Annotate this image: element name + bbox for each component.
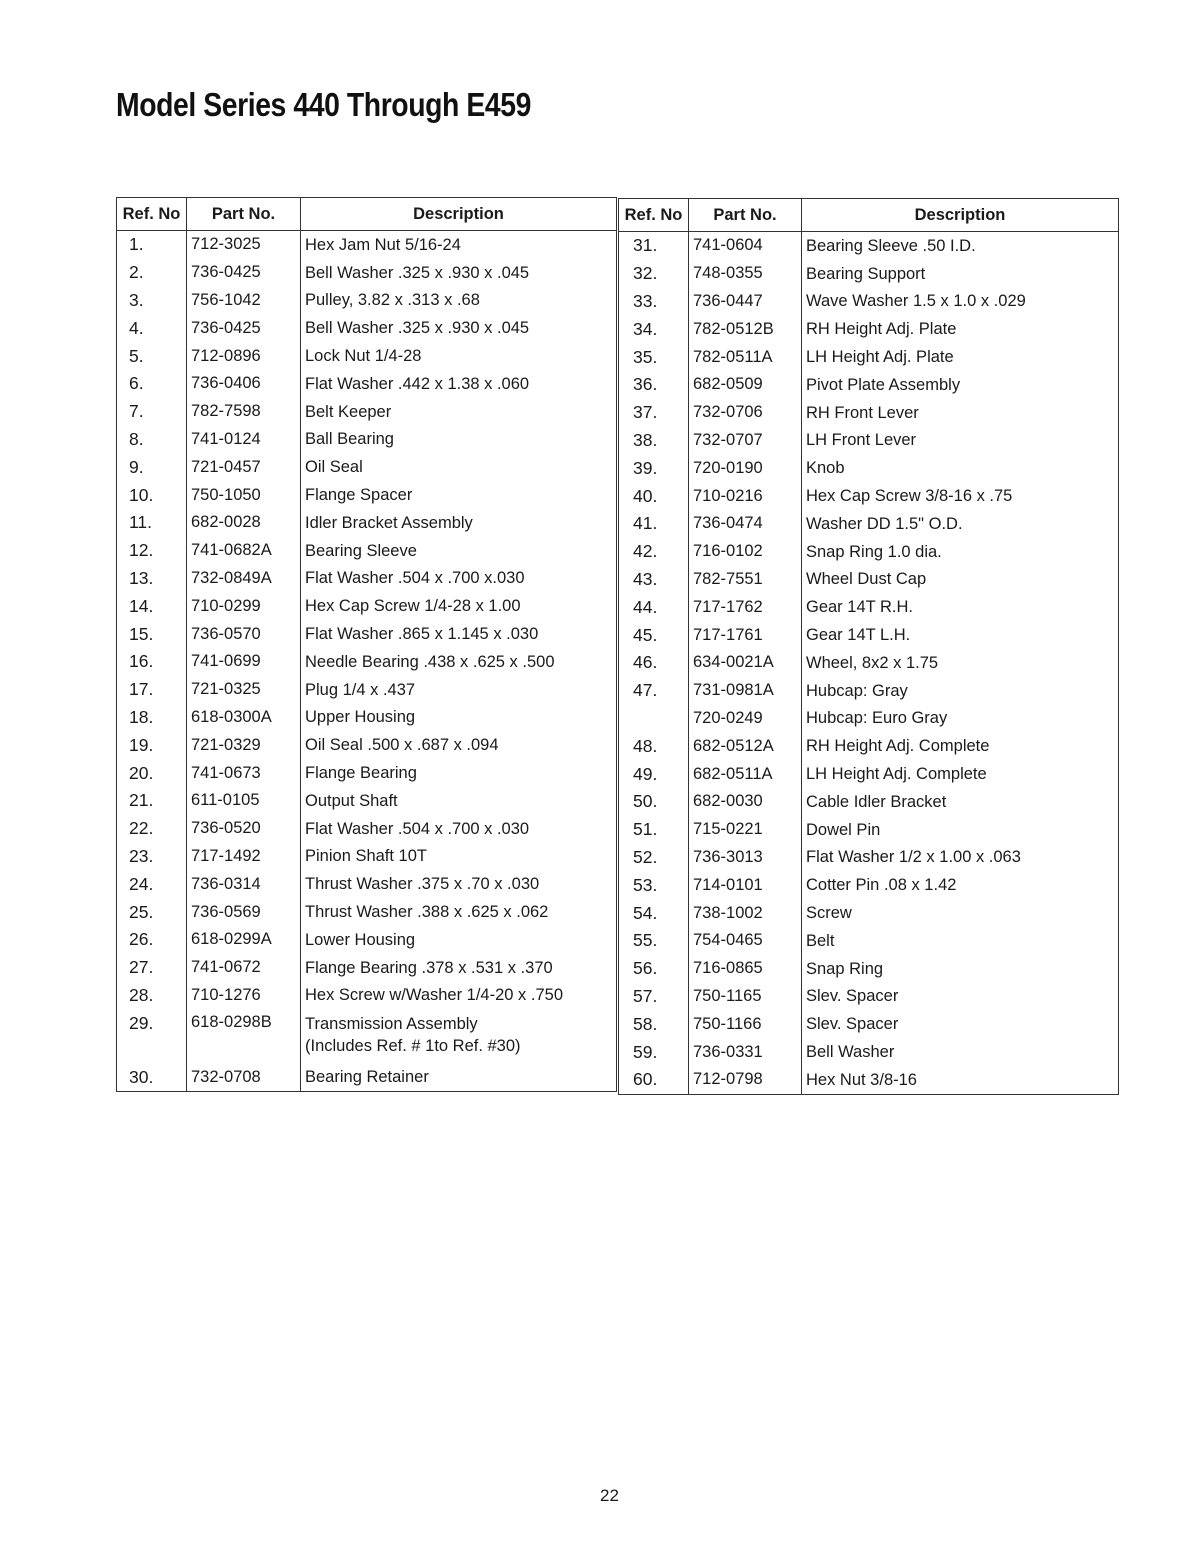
description-cell: LH Height Adj. Plate xyxy=(806,348,954,367)
ref-cell: 8. xyxy=(117,426,187,454)
table-row xyxy=(117,954,617,982)
part-number-cell: 682-0028 xyxy=(187,509,301,537)
ref-cell: 50. xyxy=(619,788,689,816)
table-row xyxy=(117,870,617,898)
ref-cell: 14. xyxy=(117,592,187,620)
ref-cell: 33. xyxy=(619,288,689,316)
header-part-no: Part No. xyxy=(187,198,301,231)
description-cell: Needle Bearing .438 x .625 x .500 xyxy=(305,652,555,671)
table-row xyxy=(117,342,617,370)
part-number-cell: 634-0021A xyxy=(689,649,802,677)
part-number-cell: 741-0124 xyxy=(187,426,301,454)
part-number-cell: 741-0604 xyxy=(689,232,802,260)
description-cell: Oil Seal xyxy=(305,458,363,477)
ref-cell: 10. xyxy=(117,481,187,509)
part-number-cell: 782-0512B xyxy=(689,315,802,343)
ref-cell: 26. xyxy=(117,926,187,954)
ref-cell: 16. xyxy=(117,648,187,676)
part-number-cell: 716-0102 xyxy=(689,538,802,566)
table-row xyxy=(117,815,617,843)
description-cell: Dowel Pin xyxy=(806,820,881,839)
description-cell: Output Shaft xyxy=(305,791,398,810)
parts-table-right xyxy=(618,198,1119,1095)
description-cell: Bell Washer .325 x .930 x .045 xyxy=(305,319,530,338)
part-number-cell: 782-7598 xyxy=(187,398,301,426)
description-cell: Wheel, 8x2 x 1.75 xyxy=(806,653,939,672)
part-number-cell: 714-0101 xyxy=(689,871,802,899)
ref-cell: 3. xyxy=(117,287,187,315)
table-row xyxy=(619,427,1119,455)
ref-cell: 22. xyxy=(117,815,187,843)
ref-cell: 21. xyxy=(117,787,187,815)
ref-cell: 4. xyxy=(117,314,187,342)
table-row xyxy=(117,843,617,871)
table-row xyxy=(619,1038,1119,1066)
table-row xyxy=(619,649,1119,677)
description-cell: Pivot Plate Assembly xyxy=(806,375,961,394)
description-cell: Flat Washer .504 x .700 x.030 xyxy=(305,569,525,588)
part-number-cell: 721-0329 xyxy=(187,731,301,759)
table-row xyxy=(117,1009,617,1063)
ref-cell: 13. xyxy=(117,565,187,593)
table-header-row xyxy=(619,199,1119,232)
ref-cell: 43. xyxy=(619,566,689,594)
description-cell: Flange Spacer xyxy=(305,486,413,505)
part-number-cell: 618-0300A xyxy=(187,704,301,732)
ref-cell: 20. xyxy=(117,759,187,787)
ref-cell: 27. xyxy=(117,954,187,982)
table-row xyxy=(619,760,1119,788)
description-cell: Bell Washer .325 x .930 x .045 xyxy=(305,263,530,282)
description-cell: Hubcap: Euro Gray xyxy=(806,709,948,728)
part-number-cell: 741-0672 xyxy=(187,954,301,982)
description-cell: Cotter Pin .08 x 1.42 xyxy=(806,876,957,895)
header-description: Description xyxy=(802,199,1119,232)
ref-cell: 1. xyxy=(117,231,187,259)
description-cell: Snap Ring 1.0 dia. xyxy=(806,542,942,561)
part-number-cell: 741-0699 xyxy=(187,648,301,676)
description-cell: Slev. Spacer xyxy=(806,987,899,1006)
part-number-cell: 618-0299A xyxy=(187,926,301,954)
description-cell: Flange Bearing xyxy=(305,764,417,783)
part-number-cell: 720-0190 xyxy=(689,454,802,482)
ref-cell: 41. xyxy=(619,510,689,538)
table-row xyxy=(117,453,617,481)
description-cell: RH Front Lever xyxy=(806,403,919,422)
table-row xyxy=(619,232,1119,260)
table-row xyxy=(117,481,617,509)
ref-cell: 23. xyxy=(117,843,187,871)
description-cell: Thrust Washer .388 x .625 x .062 xyxy=(305,903,549,922)
part-number-cell: 736-0425 xyxy=(187,314,301,342)
ref-cell: 46. xyxy=(619,649,689,677)
description-cell: Washer DD 1.5" O.D. xyxy=(806,514,963,533)
ref-cell: 58. xyxy=(619,1010,689,1038)
table-row xyxy=(117,565,617,593)
ref-cell: 42. xyxy=(619,538,689,566)
table-row xyxy=(117,231,617,259)
ref-cell: 19. xyxy=(117,731,187,759)
part-number-cell: 738-1002 xyxy=(689,899,802,927)
ref-cell: 11. xyxy=(117,509,187,537)
table-row xyxy=(619,288,1119,316)
part-number-cell: 736-0331 xyxy=(689,1038,802,1066)
table-row xyxy=(117,648,617,676)
part-number-cell: 732-0849A xyxy=(187,565,301,593)
part-number-cell: 741-0682A xyxy=(187,537,301,565)
ref-cell: 54. xyxy=(619,899,689,927)
part-number-cell: 717-1762 xyxy=(689,593,802,621)
header-ref-no: Ref. No xyxy=(117,198,187,231)
ref-cell: 34. xyxy=(619,315,689,343)
part-number-cell: 741-0673 xyxy=(187,759,301,787)
description-cell: Hex Jam Nut 5/16-24 xyxy=(305,235,461,254)
table-row xyxy=(619,399,1119,427)
table-row xyxy=(619,538,1119,566)
table-row xyxy=(619,482,1119,510)
table-row xyxy=(117,314,617,342)
part-number-cell: 710-0216 xyxy=(689,482,802,510)
ref-cell: 40. xyxy=(619,482,689,510)
table-row xyxy=(619,788,1119,816)
page-title: Model Series 440 Through E459 xyxy=(116,86,531,123)
table-row xyxy=(117,620,617,648)
ref-cell: 53. xyxy=(619,871,689,899)
part-number-cell: 750-1050 xyxy=(187,481,301,509)
ref-cell: 60. xyxy=(619,1066,689,1094)
part-number-cell: 720-0249 xyxy=(689,705,802,733)
part-number-cell: 736-0474 xyxy=(689,510,802,538)
table-row xyxy=(619,510,1119,538)
header-part-no: Part No. xyxy=(689,199,802,232)
ref-cell: 51. xyxy=(619,816,689,844)
description-cell: Upper Housing xyxy=(305,708,416,727)
table-row xyxy=(619,454,1119,482)
part-number-cell: 716-0865 xyxy=(689,955,802,983)
part-number-cell: 717-1492 xyxy=(187,843,301,871)
description-cell: RH Height Adj. Plate xyxy=(806,320,957,339)
description-cell: Flat Washer .865 x 1.145 x .030 xyxy=(305,625,539,644)
part-number-cell: 782-7551 xyxy=(689,566,802,594)
table-row xyxy=(619,705,1119,733)
part-number-cell: 682-0512A xyxy=(689,732,802,760)
table-row xyxy=(619,871,1119,899)
table-row xyxy=(117,398,617,426)
table-row xyxy=(619,927,1119,955)
description-cell: Hubcap: Gray xyxy=(806,681,908,700)
ref-cell: 47. xyxy=(619,677,689,705)
description-cell: Bell Washer xyxy=(806,1043,895,1061)
part-number-cell: 611-0105 xyxy=(187,787,301,815)
table-row xyxy=(619,343,1119,371)
description-cell: Transmission Assembly (Includes Ref. # 1to Ref. #30) xyxy=(305,1015,521,1056)
table-row xyxy=(619,677,1119,705)
description-cell: Belt Keeper xyxy=(305,402,392,421)
table-row xyxy=(619,732,1119,760)
description-cell: Flat Washer .442 x 1.38 x .060 xyxy=(305,374,530,393)
ref-cell: 57. xyxy=(619,983,689,1011)
table-row xyxy=(117,1063,617,1091)
ref-cell: 18. xyxy=(117,704,187,732)
part-number-cell: 712-0896 xyxy=(187,342,301,370)
part-number-cell: 736-3013 xyxy=(689,844,802,872)
part-number-cell: 732-0706 xyxy=(689,399,802,427)
part-number-cell: 712-0798 xyxy=(689,1066,802,1094)
ref-cell: 12. xyxy=(117,537,187,565)
part-number-cell: 736-0570 xyxy=(187,620,301,648)
ref-cell: 9. xyxy=(117,453,187,481)
ref-cell: 45. xyxy=(619,621,689,649)
description-cell: Gear 14T R.H. xyxy=(806,598,913,617)
part-number-cell: 750-1166 xyxy=(689,1010,802,1038)
description-cell: LH Front Lever xyxy=(806,431,917,450)
part-number-cell: 710-1276 xyxy=(187,982,301,1010)
description-cell: Hex Nut 3/8-16 xyxy=(806,1070,917,1089)
table-row xyxy=(117,704,617,732)
ref-cell: 30. xyxy=(117,1063,187,1091)
description-cell: Hex Screw w/Washer 1/4-20 x .750 xyxy=(305,986,563,1005)
table-row xyxy=(619,899,1119,927)
part-number-cell: 732-0708 xyxy=(187,1063,301,1091)
description-cell: Bearing Sleeve xyxy=(305,541,417,560)
part-number-cell: 750-1165 xyxy=(689,983,802,1011)
description-cell: Hex Cap Screw 3/8-16 x .75 xyxy=(806,487,1013,506)
description-cell: Screw xyxy=(806,904,852,923)
description-cell: Pulley, 3.82 x .313 x .68 xyxy=(305,291,480,310)
table-row xyxy=(117,787,617,815)
part-number-cell: 731-0981A xyxy=(689,677,802,705)
part-number-cell: 712-3025 xyxy=(187,231,301,259)
table-row xyxy=(619,1010,1119,1038)
part-number-cell: 782-0511A xyxy=(689,343,802,371)
table-row xyxy=(619,566,1119,594)
ref-cell: 31. xyxy=(619,232,689,260)
part-number-cell: 736-0406 xyxy=(187,370,301,398)
ref-cell: 25. xyxy=(117,898,187,926)
part-number-cell: 715-0221 xyxy=(689,816,802,844)
table-row xyxy=(117,926,617,954)
description-cell: Bearing Support xyxy=(806,264,926,283)
part-number-cell: 682-0509 xyxy=(689,371,802,399)
table-row xyxy=(619,371,1119,399)
table-row xyxy=(117,370,617,398)
part-number-cell: 748-0355 xyxy=(689,260,802,288)
description-cell: Slev. Spacer xyxy=(806,1015,899,1034)
ref-cell: 15. xyxy=(117,620,187,648)
table-row xyxy=(619,844,1119,872)
ref-cell: 36. xyxy=(619,371,689,399)
ref-cell: 44. xyxy=(619,593,689,621)
ref-cell: 24. xyxy=(117,870,187,898)
ref-cell: 28. xyxy=(117,982,187,1010)
table-row xyxy=(117,259,617,287)
description-cell: Gear 14T L.H. xyxy=(806,626,911,645)
part-number-cell: 736-0520 xyxy=(187,815,301,843)
ref-cell: 17. xyxy=(117,676,187,704)
part-number-cell: 736-0569 xyxy=(187,898,301,926)
part-number-cell: 732-0707 xyxy=(689,427,802,455)
part-number-cell: 721-0457 xyxy=(187,453,301,481)
table-row xyxy=(117,898,617,926)
table-row xyxy=(619,593,1119,621)
part-number-cell: 756-1042 xyxy=(187,287,301,315)
description-cell: Flat Washer 1/2 x 1.00 x .063 xyxy=(806,848,1021,867)
description-cell: LH Height Adj. Complete xyxy=(806,765,987,784)
ref-cell: 56. xyxy=(619,955,689,983)
ref-cell: 55. xyxy=(619,927,689,955)
ref-cell: 29. xyxy=(117,1009,187,1063)
table-row xyxy=(117,731,617,759)
description-cell: Bearing Retainer xyxy=(305,1068,429,1087)
part-number-cell: 736-0314 xyxy=(187,870,301,898)
description-cell: Lower Housing xyxy=(305,930,416,949)
part-number-cell: 682-0511A xyxy=(689,760,802,788)
table-row xyxy=(619,1066,1119,1094)
table-row xyxy=(117,982,617,1010)
description-cell: Lock Nut 1/4-28 xyxy=(305,347,422,366)
ref-cell: 35. xyxy=(619,343,689,371)
description-cell: Pinion Shaft 10T xyxy=(305,847,427,866)
description-cell: Ball Bearing xyxy=(305,430,394,449)
table-header-row xyxy=(117,198,617,231)
description-cell: RH Height Adj. Complete xyxy=(806,737,990,756)
table-row xyxy=(117,537,617,565)
ref-cell: 5. xyxy=(117,342,187,370)
ref-cell: 49. xyxy=(619,760,689,788)
part-number-cell: 721-0325 xyxy=(187,676,301,704)
ref-cell xyxy=(619,705,689,733)
description-cell: Knob xyxy=(806,459,845,478)
description-cell: Bearing Sleeve .50 I.D. xyxy=(806,236,976,255)
header-ref-no: Ref. No xyxy=(619,199,689,232)
description-cell: Idler Bracket Assembly xyxy=(305,513,473,532)
description-cell: Thrust Washer .375 x .70 x .030 xyxy=(305,875,540,894)
table-row xyxy=(619,621,1119,649)
ref-cell: 48. xyxy=(619,732,689,760)
table-row xyxy=(117,592,617,620)
table-row xyxy=(619,816,1119,844)
table-row xyxy=(117,509,617,537)
table-row xyxy=(117,426,617,454)
table-row xyxy=(619,955,1119,983)
ref-cell: 32. xyxy=(619,260,689,288)
ref-cell: 7. xyxy=(117,398,187,426)
part-number-cell: 710-0299 xyxy=(187,592,301,620)
ref-cell: 38. xyxy=(619,427,689,455)
table-row xyxy=(619,315,1119,343)
table-row xyxy=(619,260,1119,288)
table-row xyxy=(619,983,1119,1011)
part-number-cell: 736-0447 xyxy=(689,288,802,316)
description-cell: Flange Bearing .378 x .531 x .370 xyxy=(305,958,553,977)
description-cell: Plug 1/4 x .437 xyxy=(305,680,416,699)
ref-cell: 2. xyxy=(117,259,187,287)
ref-cell: 6. xyxy=(117,370,187,398)
part-number-cell: 682-0030 xyxy=(689,788,802,816)
description-cell: Hex Cap Screw 1/4-28 x 1.00 xyxy=(305,597,521,616)
ref-cell: 59. xyxy=(619,1038,689,1066)
part-number-cell: 618-0298B xyxy=(187,1009,301,1063)
ref-cell: 39. xyxy=(619,454,689,482)
parts-table-left xyxy=(116,197,617,1092)
part-number-cell: 754-0465 xyxy=(689,927,802,955)
page-number: 22 xyxy=(600,1486,619,1505)
description-cell: Cable Idler Bracket xyxy=(806,792,947,811)
description-cell: Snap Ring xyxy=(806,959,884,978)
description-cell: Wheel Dust Cap xyxy=(806,570,927,589)
table-row xyxy=(117,287,617,315)
table-row xyxy=(117,759,617,787)
header-description: Description xyxy=(301,198,617,231)
description-cell: Wave Washer 1.5 x 1.0 x .029 xyxy=(806,292,1026,311)
description-cell: Oil Seal .500 x .687 x .094 xyxy=(305,736,499,755)
part-number-cell: 736-0425 xyxy=(187,259,301,287)
table-row xyxy=(117,676,617,704)
ref-cell: 37. xyxy=(619,399,689,427)
description-cell: Flat Washer .504 x .700 x .030 xyxy=(305,819,530,838)
description-cell: Belt xyxy=(806,931,835,950)
ref-cell: 52. xyxy=(619,844,689,872)
part-number-cell: 717-1761 xyxy=(689,621,802,649)
